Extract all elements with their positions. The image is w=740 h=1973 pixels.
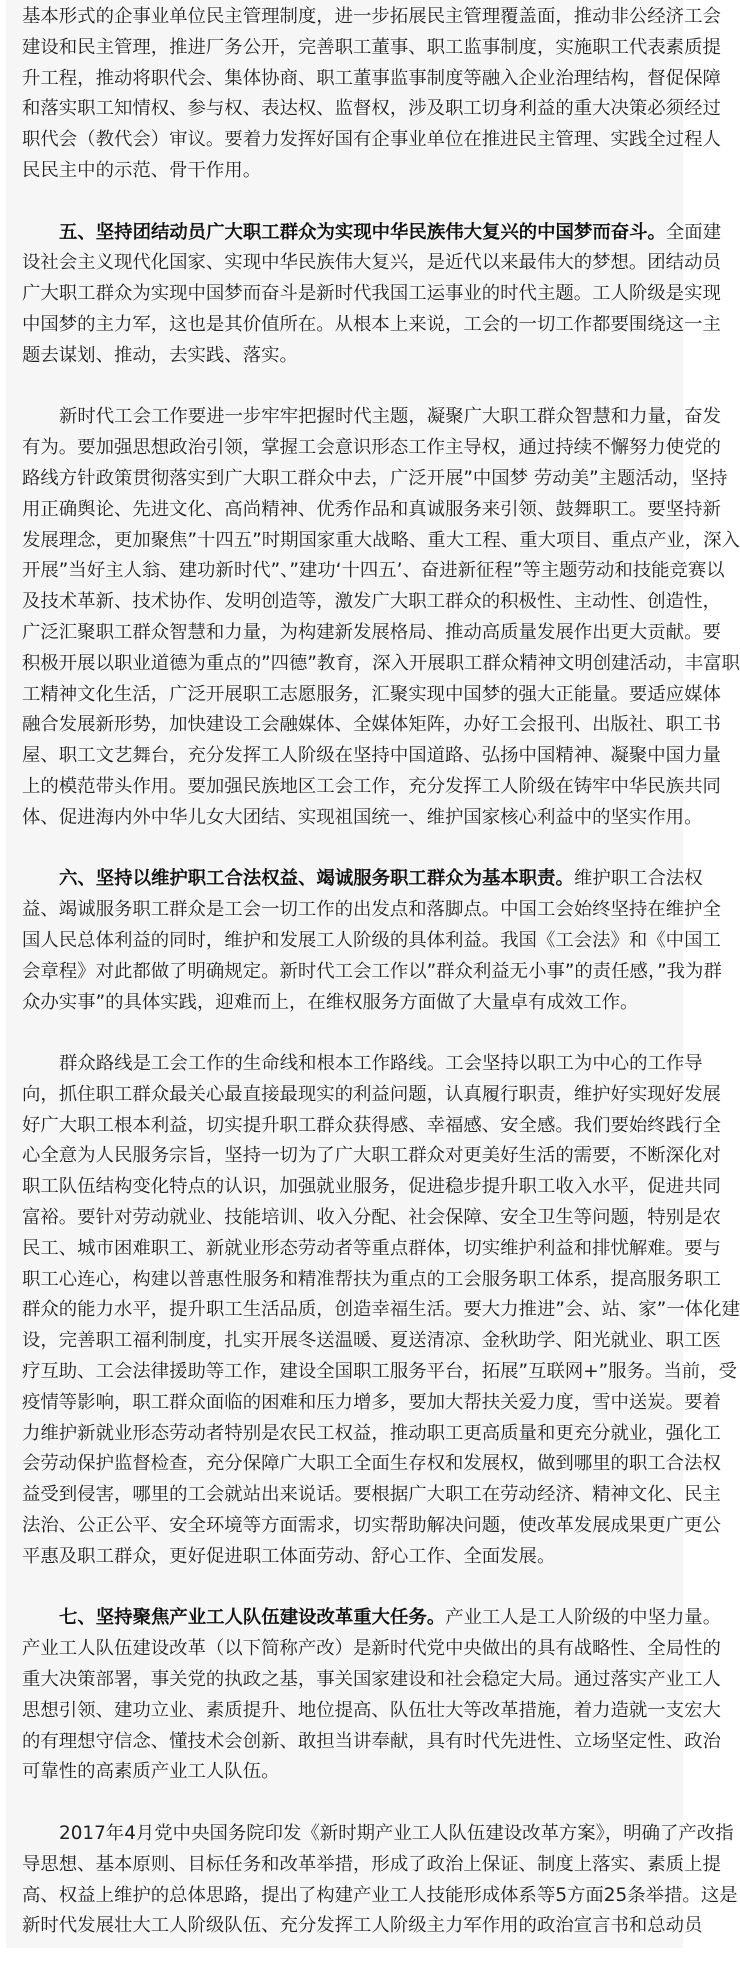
body-paragraph	[22, 1049, 740, 1573]
text-line	[22, 895, 721, 926]
line-text: 升工程，推动将职代会、集体协商、职工董事监事制度等融入企业治理结构，督促保障	[22, 67, 721, 89]
line-text: 向，抓住职工群众最关心最直接最现实的利益问题，认真履行职责，维护好实现好发展	[22, 1083, 721, 1105]
line-text: 高、权益上维护的总体思路，提出了构建产业工人技能形成体系等5方面25条举措。这是	[22, 1884, 738, 1906]
text-line	[22, 2, 721, 33]
text-line	[22, 495, 721, 526]
text-line	[22, 433, 721, 464]
line-text: 2017年4月党中央国务院印发《新时期产业工人队伍建设改革方案》，明确了产改指	[59, 1823, 734, 1845]
text-line	[22, 649, 740, 680]
line-text: 有为。要加强思想政治引领，掌握工会意识形态工作主导权，通过持续不懈努力使党的	[22, 437, 721, 459]
line-text: 上的模范带头作用。要加强民族地区工会工作，充分发挥工人阶级在铸牢中华民族共同	[22, 775, 721, 797]
line-text: 心全意为人民服务宗旨，坚持一切为了广大职工群众对更美好生活的需要，不断深化对	[22, 1145, 721, 1167]
line-text: 的有理想守信念、懂技术会创新、敢担当讲奉献，具有时代先进性、立场坚定性、政治	[22, 1730, 721, 1752]
line-text: 职工队伍结构变化特点的认识，加强就业服务，促进稳步提升职工收入水平，促进共同	[22, 1176, 721, 1198]
line-text: 好广大职工根本利益，切实提升职工群众获得感、幸福感、安全感。我们要始终践行全	[22, 1114, 721, 1136]
line-text: 可靠性的高素质产业工人队伍。	[22, 1761, 280, 1783]
text-line	[22, 587, 721, 618]
text-line	[22, 1419, 721, 1450]
text-line	[22, 1757, 672, 1788]
text-line	[22, 125, 721, 156]
text-line	[22, 33, 721, 64]
line-text: 建设和民主管理，推进厂务公开，完善职工董事、职工监事制度，实施职工代表素质提	[22, 36, 721, 58]
line-text: 屋、职工文艺舞台，充分发挥工人阶级在坚持中国道路、弘扬中国精神、凝聚中国力量	[22, 745, 721, 767]
text-line	[22, 402, 722, 433]
line-text: 产业工人队伍建设改革（以下简称产改）是新时代党中央做出的具有战略性、全局性的	[22, 1638, 721, 1660]
text-line	[22, 64, 721, 95]
text-line	[22, 1449, 721, 1480]
line-text: 体、促进海内外中华儿女大团结、实现祖国统一、维护国家核心利益中的坚实作用。	[22, 806, 703, 828]
text-line	[22, 1634, 721, 1665]
text-line	[22, 957, 722, 988]
line-text: 重大决策部署，事关党的执政之基，事关国家建设和社会稳定大局。通过落实产业工人	[22, 1669, 721, 1691]
text-line	[22, 1172, 721, 1203]
line-text: 益受到侵害，哪里的工会就站出来说话。要根据广大职工在劳动经济、精神文化、民主	[22, 1484, 721, 1506]
body-paragraph	[22, 402, 740, 833]
section-paragraph	[22, 1603, 722, 1788]
text-line	[22, 1357, 737, 1388]
line-text: 益、竭诚服务职工群众是工会一切工作的出发点和落脚点。中国工会始终坚持在维护全	[22, 899, 721, 921]
text-line	[22, 341, 672, 372]
text-line	[22, 1480, 721, 1511]
line-text: 会章程》对此都做了明确规定。新时代工会工作以”群众利益无小事”的责任感，”我为群	[22, 960, 722, 982]
line-text: 平惠及职工群众，更好促进职工体面劳动、舒心工作、全面发展。	[22, 1545, 556, 1567]
line-text: 国人民总体利益的同时，维护和发展工人阶级的具体利益。我国《工会法》和《中国工	[22, 929, 721, 951]
text-line	[22, 1388, 721, 1419]
section-paragraph	[22, 218, 722, 372]
line-text: 积极开展以职业道德为重点的”四德”教育，深入开展职工群众精神文明创建活动，丰富职	[22, 652, 740, 674]
line-text: 中国梦的主力军，这也是其价值所在。从根本上来说，工会的一切工作都要围绕这一主	[22, 313, 721, 335]
text-line	[22, 772, 721, 803]
text-line	[22, 741, 721, 772]
text-line	[22, 248, 721, 279]
body-paragraph	[22, 1819, 738, 1942]
line-text: 新时代发展壮大工人阶级队伍、充分发挥工人阶级主力军作用的政治宣言书和总动员	[22, 1915, 703, 1937]
text-line	[22, 1911, 703, 1942]
article-body	[22, 2, 740, 1973]
line-text: 职代会（教代会）审议。要着力发挥好国有企事业单位在推进民主管理、实践全过程人	[22, 129, 721, 151]
line-text: 题去谋划、推动，去实践、落实。	[22, 344, 298, 366]
text-line	[22, 1542, 672, 1573]
text-line	[22, 94, 721, 125]
line-text: 广泛汇聚职工群众智慧和力量，为构建新发展格局、推动高质量发展作出更大贡献。要	[22, 621, 721, 643]
text-line	[22, 1511, 721, 1542]
line-text: 维护职工合法权	[573, 868, 703, 890]
body-paragraph	[22, 2, 721, 187]
text-line	[22, 618, 721, 649]
line-text: 疗互助、工会法律援助等工作，建设全国职工服务平台，拓展”互联网+”服务。当前，受	[22, 1361, 737, 1383]
text-line	[22, 710, 721, 741]
line-text: 全面建	[665, 221, 722, 243]
text-line	[22, 680, 721, 711]
line-text: 开展”当好主人翁、建功新时代”、”建功‘十四五’、奋进新征程”等主题劳动和技能竞赛以	[22, 560, 725, 582]
section-paragraph	[22, 864, 722, 1018]
text-line	[22, 1234, 721, 1265]
line-text: 及技术革新、技术协作、发明创造等，激发广大职工群众的积极性、主动性、创造性，	[22, 591, 721, 613]
text-line	[22, 1665, 721, 1696]
text-line	[22, 1111, 721, 1142]
text-line	[22, 556, 725, 587]
text-line	[22, 988, 672, 1019]
text-line	[22, 1696, 721, 1727]
line-text: 会劳动保护监督检查，充分保障广大职工全面生存权和发展权，做到哪里的职工合法权	[22, 1453, 721, 1475]
line-text: 设，完善职工福利制度，扎实开展冬送温暖、夏送清凉、金秋助学、阳光就业、职工医	[22, 1330, 721, 1352]
text-line	[22, 279, 721, 310]
line-text: 富裕。要针对劳动就业、技能培训、收入分配、社会保障、安全卫生等问题，特别是农	[22, 1207, 721, 1229]
line-text: 导思想、基本原则、目标任务和改革举措，形成了政治上保证、制度上落实、素质上提	[22, 1853, 721, 1875]
line-text: 路线方针政策贯彻落实到广大职工群众中去，广泛开展”中国梦 劳动美”主题活动，坚持	[22, 467, 728, 489]
text-line	[22, 926, 721, 957]
text-line	[22, 1603, 722, 1634]
line-text: 广大职工群众为实现中国梦而奋斗是新时代我国工运事业的时代主题。工人阶级是实现	[22, 283, 721, 305]
text-line	[22, 1881, 738, 1912]
text-line	[22, 218, 722, 249]
text-line	[22, 1049, 703, 1080]
line-text: 用正确舆论、先进文化、高尚精神、优秀作品和真诚服务来引领、鼓舞职工。要坚持新	[22, 498, 721, 520]
line-text: 疫情等影响，职工群众面临的困难和压力增多，要加大帮扶关爱力度，雪中送炭。要着	[22, 1391, 721, 1413]
text-line	[22, 1727, 721, 1758]
line-text: 职工心连心，构建以普惠性服务和精准帮扶为重点的工会服务职工体系，提高服务职工	[22, 1268, 721, 1290]
text-line	[22, 1850, 721, 1881]
section-heading: 六、坚持以维护职工合法权益、竭诚服务职工群众为基本职责。	[59, 868, 574, 890]
text-line	[22, 1080, 721, 1111]
line-text: 民工、城市困难职工、新就业形态劳动者等重点群体，切实维护利益和排忧解难。要与	[22, 1237, 721, 1259]
text-line	[22, 1265, 721, 1296]
text-line	[22, 1326, 721, 1357]
line-text: 法治、公正公平、安全环境等方面需求，切实帮助解决问题，使改革发展成果更广更公	[22, 1515, 721, 1537]
line-text: 民民主中的示范、骨干作用。	[22, 159, 262, 181]
text-line	[22, 310, 721, 341]
line-text: 工精神文化生活，广泛开展职工志愿服务，汇聚实现中国梦的强大正能量。要适应媒体	[22, 683, 721, 705]
line-text: 众办实事”的具体实践，迎难而上，在维权服务方面做了大量卓有成效工作。	[22, 991, 639, 1013]
text-line	[22, 803, 703, 834]
text-line	[22, 1819, 734, 1850]
line-text: 发展理念，更加聚焦”十四五”时期国家重大战略、重大工程、重大项目、重点产业，深入	[22, 529, 740, 551]
line-text: 基本形式的企事业单位民主管理制度，进一步拓展民主管理覆盖面，推动非公经济工会	[22, 6, 721, 27]
section-heading: 七、坚持聚焦产业工人队伍建设改革重大任务。	[59, 1607, 446, 1629]
text-line	[22, 464, 728, 495]
text-line	[22, 156, 672, 187]
section-heading: 五、坚持团结动员广大职工群众为实现中华民族伟大复兴的中国梦而奋斗。	[59, 221, 666, 243]
line-text: 设社会主义现代化国家、实现中华民族伟大复兴，是近代以来最伟大的梦想。团结动员	[22, 252, 721, 274]
line-text: 产业工人是工人阶级的中坚力量。	[445, 1607, 722, 1629]
text-line	[22, 1203, 721, 1234]
article-panel	[6, 0, 740, 1948]
text-line	[22, 526, 740, 557]
line-text: 和落实职工知情权、参与权、表达权、监督权，涉及职工切身利益的重大决策必须经过	[22, 98, 721, 120]
line-text: 融合发展新形势，加快建设工会融媒体、全媒体矩阵，办好工会报刊、出版社、职工书	[22, 714, 721, 736]
line-text: 思想引领、建功立业、素质提升、地位提高、队伍壮大等改革措施，着力造就一支宏大	[22, 1699, 721, 1721]
text-line	[22, 864, 703, 895]
line-text: 群众路线是工会工作的生命线和根本工作路线。工会坚持以职工为中心的工作导	[59, 1053, 703, 1075]
text-line	[22, 1141, 721, 1172]
line-text: 力维护新就业形态劳动者特别是农民工权益，推动职工更高质量和更充分就业，强化工	[22, 1422, 721, 1444]
text-line	[22, 1295, 740, 1326]
line-text: 群众的能力水平，提升职工生活品质，创造幸福生活。要大力推进”会、站、家”一体化建	[22, 1299, 740, 1321]
line-text: 新时代工会工作要进一步牢牢把握时代主题，凝聚广大职工群众智慧和力量，奋发	[59, 406, 722, 428]
